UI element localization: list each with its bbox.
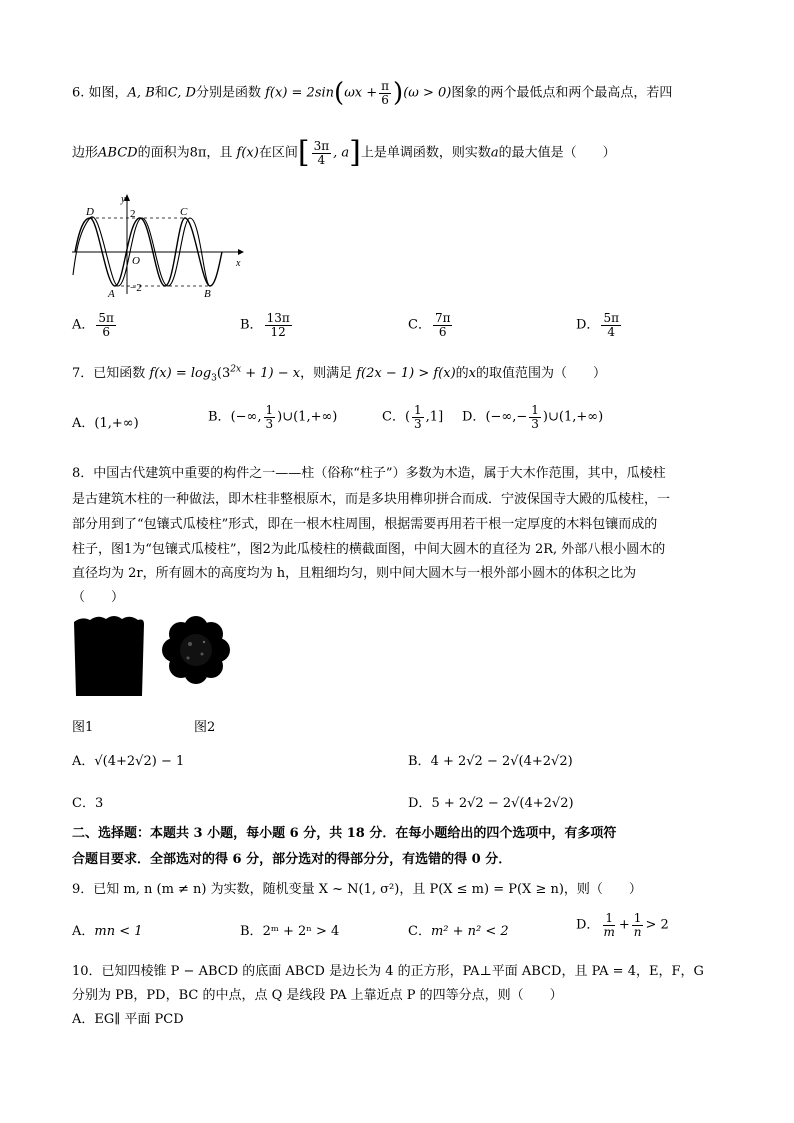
q6-points-ab: A, B — [127, 85, 155, 101]
sine-curve-2 — [73, 217, 210, 286]
option-label: D． — [576, 917, 600, 933]
q6-3pi-over-4 — [312, 140, 332, 166]
q8-line-4: 柱子，图1为“包镶式瓜棱柱”，图2为此瓜棱柱的横截面图，中间大圆木的直径为 2R, 外部八根小圆木的 — [72, 542, 666, 557]
one-over-n — [632, 912, 644, 938]
label-y: y — [121, 194, 126, 205]
q7-x: x — [468, 366, 477, 381]
q7-log-base: 3 — [211, 373, 217, 384]
label-origin: O — [132, 255, 140, 267]
q7-stem — [72, 362, 606, 384]
label-c: C — [180, 206, 188, 218]
q6-four: 4 — [317, 152, 326, 167]
denominator: m — [603, 924, 615, 939]
option-value-pre: (−∞, — [230, 409, 262, 425]
q6-sine-graph — [70, 190, 250, 300]
q6-abcd: ABCD — [98, 145, 138, 161]
q6-option-b[interactable] — [240, 312, 294, 338]
option-value: 2ᵐ + 2ⁿ > 4 — [262, 924, 340, 939]
denominator: n — [633, 924, 642, 939]
option-label: B． — [240, 924, 263, 939]
q8-blank: （ ） — [72, 590, 125, 605]
option-label: A． — [72, 754, 95, 769]
q7-exponent: 2x — [230, 364, 242, 375]
q6-paren-open: ( — [334, 78, 345, 109]
q7-option-a[interactable] — [72, 412, 139, 431]
q6-line2 — [72, 135, 616, 170]
q8-line-5: 直径均为 2r，所有圆木的高度均为 h，且粗细均匀，则中间大圆木与一根外部小圆木的体积之比为 — [72, 566, 637, 581]
q6-line2-e: 的最大值是（ ） — [498, 145, 616, 161]
denominator: 4 — [607, 324, 616, 339]
option-value-post: ,1] — [425, 409, 444, 425]
q6-comma-a: , a — [333, 145, 350, 161]
one-third — [412, 404, 424, 430]
option-label: A． — [72, 317, 95, 333]
option-value: 4 + 2√2 − 2√(4+2√2) — [430, 754, 573, 769]
q6-omega-x: ωx + — [344, 85, 378, 101]
denominator: 3 — [531, 416, 539, 431]
q9-option-d[interactable] — [576, 912, 669, 938]
q6-pi-over-6 — [379, 80, 391, 106]
label-a: A — [108, 288, 115, 300]
q6-3pi: 3π — [313, 138, 330, 153]
q6-text-a: 6. 如图， — [72, 85, 128, 101]
q6-points-cd: C, D — [167, 85, 196, 101]
section-2-heading-line-2: 合题目要求．全部选对的得 6 分，部分选对的得部分分，有选错的得 0 分． — [72, 852, 512, 867]
option-label: A． — [72, 416, 95, 431]
q6-func-lhs: f(x) = 2sin — [265, 85, 335, 101]
option-frac — [96, 312, 116, 338]
q6-option-d[interactable] — [576, 312, 623, 338]
numerator: 1 — [605, 911, 613, 925]
q6-line2-d: 上是单调函数，则实数 — [360, 145, 491, 161]
q9-stem: 9．已知 m, n (m ≠ n) 为实数，随机变量 X ~ N(1, σ²)，且 P(X ≤ m) = P(X ≥ n)，则（ ） — [72, 882, 642, 897]
denominator: 12 — [270, 324, 286, 339]
x-axis-arrow — [238, 249, 244, 255]
q8-option-b[interactable] — [408, 750, 573, 769]
one-third — [264, 404, 276, 430]
q8-option-d[interactable] — [408, 792, 574, 811]
option-label: B． — [408, 754, 431, 769]
q7-inequality: f(2x − 1) > f(x) — [356, 366, 456, 381]
option-label: B． — [208, 409, 231, 425]
q6-cond: (ω > 0) — [403, 85, 452, 101]
q6-pi: π — [381, 79, 390, 93]
option-label: A． — [72, 924, 95, 939]
q6-line2-b: 的面积为8π，且 — [137, 145, 233, 161]
option-value: √(4+2√2) − 1 — [94, 754, 185, 769]
option-label: D． — [408, 796, 432, 811]
option-label: B． — [240, 317, 263, 333]
option-label: D． — [462, 409, 486, 425]
q8-line-1: 8．中国古代建筑中重要的构件之一——柱（俗称“柱子”）多数为木造，属于大木作范围，其中，瓜棱柱 — [72, 466, 666, 481]
plus: + — [618, 917, 630, 933]
figure-1-caption: 图1 — [72, 720, 94, 735]
option-value-pre: (−∞,− — [485, 409, 528, 425]
denominator: 6 — [102, 324, 110, 339]
option-value: 5 + 2√2 − 2√(4+2√2) — [431, 796, 574, 811]
q7-text-d: 的取值范围为（ ） — [476, 366, 607, 381]
q7-arg-a: (3 — [216, 366, 231, 381]
label-d: D — [86, 206, 94, 218]
option-label: D． — [576, 317, 600, 333]
option-frac — [433, 312, 453, 338]
q9-option-b[interactable] — [240, 920, 339, 939]
q6-text-f: 图象的两个最低点和两个最高点，若四 — [451, 85, 673, 101]
one-over-m — [601, 912, 616, 938]
q6-line2-c: 在区间 — [258, 145, 298, 161]
label-b: B — [204, 288, 211, 300]
numerator: 7π — [434, 311, 451, 325]
label-x: x — [236, 258, 241, 269]
q6-bracket-open: [ — [297, 135, 310, 170]
denominator: 3 — [414, 416, 422, 431]
denominator: 3 — [265, 416, 274, 431]
q6-option-a[interactable] — [72, 312, 118, 338]
q7-option-b[interactable] — [208, 404, 337, 430]
figure-1-pillar — [72, 614, 146, 698]
option-value-post: )∪(1,+∞) — [542, 409, 604, 425]
q10-option-a[interactable]: A．EG∥ 平面 PCD — [72, 1012, 184, 1027]
numerator: 1 — [633, 911, 642, 925]
q6-a-var: a — [490, 145, 499, 161]
q8-line-3: 部分用到了“包镶式瓜棱柱”形式，即在一根木柱周围，根据需要再用若干根一定厚度的木料包镶而成的 — [72, 517, 658, 532]
numerator: 13π — [266, 311, 290, 325]
label-two: 2 — [130, 208, 136, 220]
option-value: mn < 1 — [94, 924, 143, 939]
q10-line-1: 10．已知四棱锥 P − ABCD 的底面 ABCD 是边长为 4 的正方形，PA⊥平面 ABCD，且 PA = 4，E，F，G — [72, 964, 704, 979]
q7-option-d[interactable] — [462, 404, 603, 430]
option-value: (1,+∞) — [94, 416, 139, 431]
option-label: C． — [382, 409, 405, 425]
option-label: C． — [72, 796, 95, 811]
q6-fx: f(x) — [236, 145, 259, 161]
numerator: 5π — [98, 311, 114, 325]
q8-option-a[interactable] — [72, 750, 184, 769]
label-neg-two: −2 — [130, 282, 142, 294]
figure-2-caption: 图2 — [194, 720, 216, 735]
numerator: 1 — [265, 403, 274, 417]
q8-line-2: 是古建筑木柱的一种做法，即木柱非整根原木，而是多块用榫卯拼合而成．宁波保国寺大殿的瓜棱柱，一 — [72, 492, 671, 507]
option-frac — [601, 312, 621, 338]
q7-text-c: 的 — [455, 366, 469, 381]
numerator: 1 — [414, 403, 422, 417]
option-value: 3 — [94, 796, 104, 811]
option-label: C． — [408, 924, 431, 939]
q6-paren-close: ) — [393, 78, 404, 109]
q6-text-c: 和 — [154, 85, 168, 101]
numerator: 5π — [603, 311, 619, 325]
option-value-post: )∪(1,+∞) — [277, 409, 338, 425]
q6-text-e: 分别是函数 — [195, 85, 261, 101]
q7-text-a: 7．已知函数 — [72, 366, 146, 381]
option-frac — [265, 312, 292, 338]
q6-line1 — [72, 78, 673, 109]
section-2-heading-line-1: 二、选择题：本题共 3 小题，每小题 6 分，共 18 分．在每小题给出的四个选项中，有多项符 — [72, 826, 617, 841]
figure-2-cross-section — [160, 614, 232, 686]
q9-option-c[interactable] — [408, 920, 509, 939]
q7-text-b: ，则满足 — [300, 366, 353, 381]
q6-bracket-close: ] — [349, 135, 361, 170]
denominator: 6 — [438, 324, 447, 339]
q6-six: 6 — [381, 92, 389, 107]
q10-line-2: 分别为 PB，PD，BC 的中点，点 Q 是线段 PA 上靠近点 P 的四等分点，则（ ） — [72, 988, 563, 1003]
q7-func: f(x) = log — [149, 366, 212, 381]
q7-option-c[interactable]: C．( $\frac{1}{3}$ ,1] — [382, 403, 444, 431]
option-value: m² + n² < 2 — [430, 924, 509, 939]
q8-option-c[interactable] — [72, 792, 103, 811]
option-label: C． — [408, 317, 431, 333]
numerator: 1 — [531, 403, 539, 417]
q6-line2-a: 边形 — [72, 145, 99, 161]
q9-option-a[interactable] — [72, 920, 143, 939]
option-value-tail: > 2 — [645, 917, 669, 933]
q7-arg-b: + 1) − x — [241, 366, 301, 381]
q6-option-c[interactable] — [408, 312, 454, 338]
one-third — [529, 404, 541, 430]
